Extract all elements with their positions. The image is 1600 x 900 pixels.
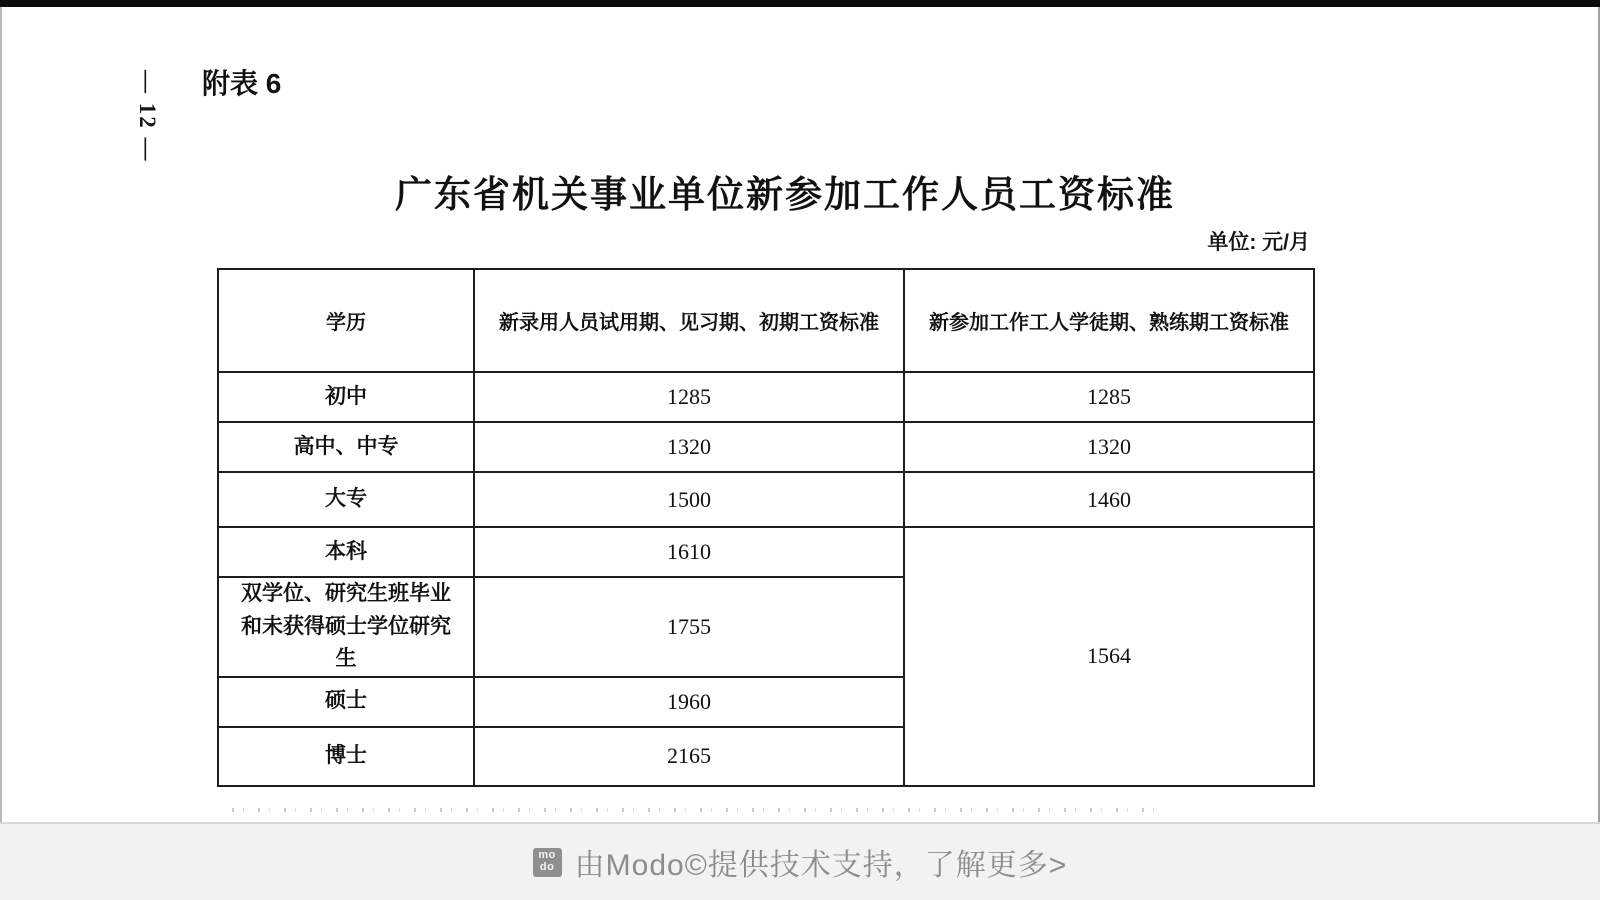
modo-logo-line2: do [539,861,555,873]
education-cell: 硕士 [218,677,474,727]
salary-cell: 1755 [474,577,904,677]
document-title: 广东省机关事业单位新参加工作人员工资标准 [395,174,1175,215]
table-row [218,527,1314,577]
unit-label: 单位: 元/月 [1207,231,1310,254]
worker-salary-merged-cell: 1564 [904,527,1314,786]
salary-cell: 1610 [474,527,904,577]
footer-support-bar [0,822,1600,900]
header-new-hire-salary: 新录用人员试用期、见习期、初期工资标准 [474,269,904,372]
scan-edge-top [0,0,1600,7]
education-cell: 大专 [218,472,474,527]
modo-logo-line1: mo [538,849,556,862]
page-number: — 12 — [135,70,160,163]
scan-edge-left [0,7,2,822]
salary-cell: 1285 [474,372,904,422]
modo-logo-icon [533,848,562,877]
education-cell: 初中 [218,372,474,422]
table-row [218,372,1314,422]
footer-support-link[interactable]: 由Modo©提供技术支持，了解更多> [574,849,1068,882]
worker-salary-cell: 1320 [904,422,1314,472]
salary-cell: 1320 [474,422,904,472]
worker-salary-cell: 1285 [904,372,1314,422]
education-cell: 双学位、研究生班毕业和未获得硕士学位研究生 [218,577,474,677]
worker-salary-cell: 1460 [904,472,1314,527]
table-header-row [218,269,1314,372]
header-education: 学历 [218,269,474,372]
salary-standard-table [217,268,1315,787]
salary-cell: 1960 [474,677,904,727]
header-worker-salary: 新参加工作工人学徒期、熟练期工资标准 [904,269,1314,372]
cutoff-footnote-fragment [232,808,1162,812]
table-row [218,422,1314,472]
education-cell: 博士 [218,727,474,786]
table-row [218,472,1314,527]
education-cell: 高中、中专 [218,422,474,472]
appendix-label: 附表 6 [202,68,282,99]
education-cell: 本科 [218,527,474,577]
salary-cell: 2165 [474,727,904,786]
salary-cell: 1500 [474,472,904,527]
